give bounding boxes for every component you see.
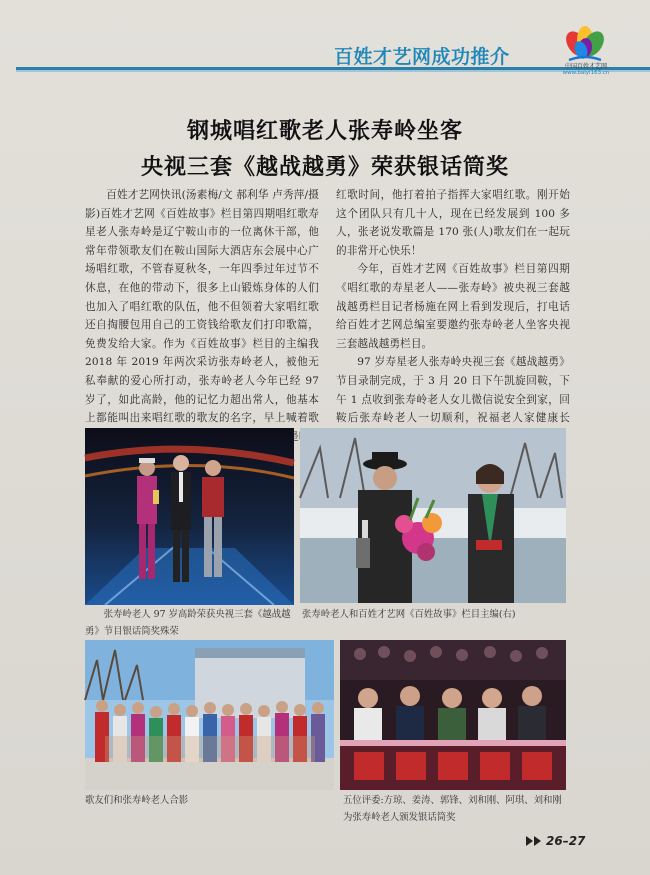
paragraph: 今年，百姓才艺网《百姓故事》栏目第四期《唱红歌的寿星老人——张寿岭》被央视三套越战越勇栏目记者杨施在网上看到发现后，打电话给百姓才艺网总编室要邀约张寿岭老人坐客央视三套越战越勇栏目。 bbox=[336, 263, 570, 350]
logo-text: 中国百姓才艺网 bbox=[564, 63, 607, 70]
logo-url: www.baiyi163.cn bbox=[562, 70, 610, 76]
photo-editor-with-elder bbox=[300, 428, 566, 603]
photo-group bbox=[85, 640, 334, 790]
page-arrow-icon bbox=[526, 836, 544, 846]
photo-stage-award bbox=[85, 428, 294, 605]
caption-photo-4 bbox=[343, 792, 568, 826]
caption-text: 歌友们和张寿岭老人合影 bbox=[85, 795, 189, 806]
caption-photo-3 bbox=[85, 792, 334, 809]
headline-line2: 央视三套《越战越勇》荣获银话筒奖 bbox=[140, 154, 509, 180]
article-column-left: 百姓才艺网快讯(汤素梅/文 郝利华 卢秀萍/摄影)百姓才艺网《百姓故事》栏目第四期唱红歌寿星老人张寿岭是辽宁鞍山市的一位离休干部，他常年带领歌友们在鞍山国际大酒店东会展中心广场唱红歌，不管春夏秋冬，一年四季过年过节不休息，在他的带动下，很多上山锻炼身体的人们也加入了唱红歌的队伍，他不但领着大家唱红歌还自掏腰包用自己的工资钱给歌友们打印歌篇，免费发给大家。作为《百姓故事》栏目的主编我 2018 年 2019 年两次采访张寿岭老人，被他无私奉献的爱心所打动，张寿岭老人今年已经 97 岁了，如此高龄，他的记忆力超出常人，他基本上都能叫出来唱红歌的歌友的名字，早上喊着歌 是唱 bbox=[85, 189, 319, 443]
caption-text: 张寿岭老人和百姓才艺网《百姓故事》栏目主编(右) bbox=[302, 609, 516, 620]
paragraph: 97 岁寿星老人张寿岭央视三套《越战越勇》节目录制完成，于 3 月 20 日下午凯旋回鞍，下午 1 点收到张寿岭老人女儿微信说安全到家，回鞍后张寿岭老人一切顺利，祝福老人家健康长 bbox=[336, 356, 570, 425]
column-title: 百姓才艺网成功推介 bbox=[334, 46, 510, 68]
article-column-right bbox=[336, 186, 570, 425]
caption-photo-1 bbox=[85, 606, 294, 640]
caption-text: 五位评委:方琼、姜涛、郭锋、刘和刚、阿琪、刘和刚为张寿岭老人颁发银话筒奖 bbox=[343, 795, 562, 823]
caption-text: 张寿岭老人 97 岁高龄荣获央视三套《越战越勇》节目银话筒奖殊荣 bbox=[85, 609, 291, 637]
page-number: 26–27 bbox=[546, 834, 586, 848]
paragraph: 红歌时间，他打着拍子指挥大家唱红歌。刚开始这个团队只有几十人，现在已经发展到 100 多人，张老说发歌篇是 170 张(人)歌友们在一起玩的非常开心快乐！ bbox=[336, 189, 570, 257]
photo-judges bbox=[340, 640, 566, 790]
caption-photo-2 bbox=[302, 606, 566, 623]
headline-line1: 钢城唱红歌老人张寿岭坐客 bbox=[186, 118, 463, 144]
